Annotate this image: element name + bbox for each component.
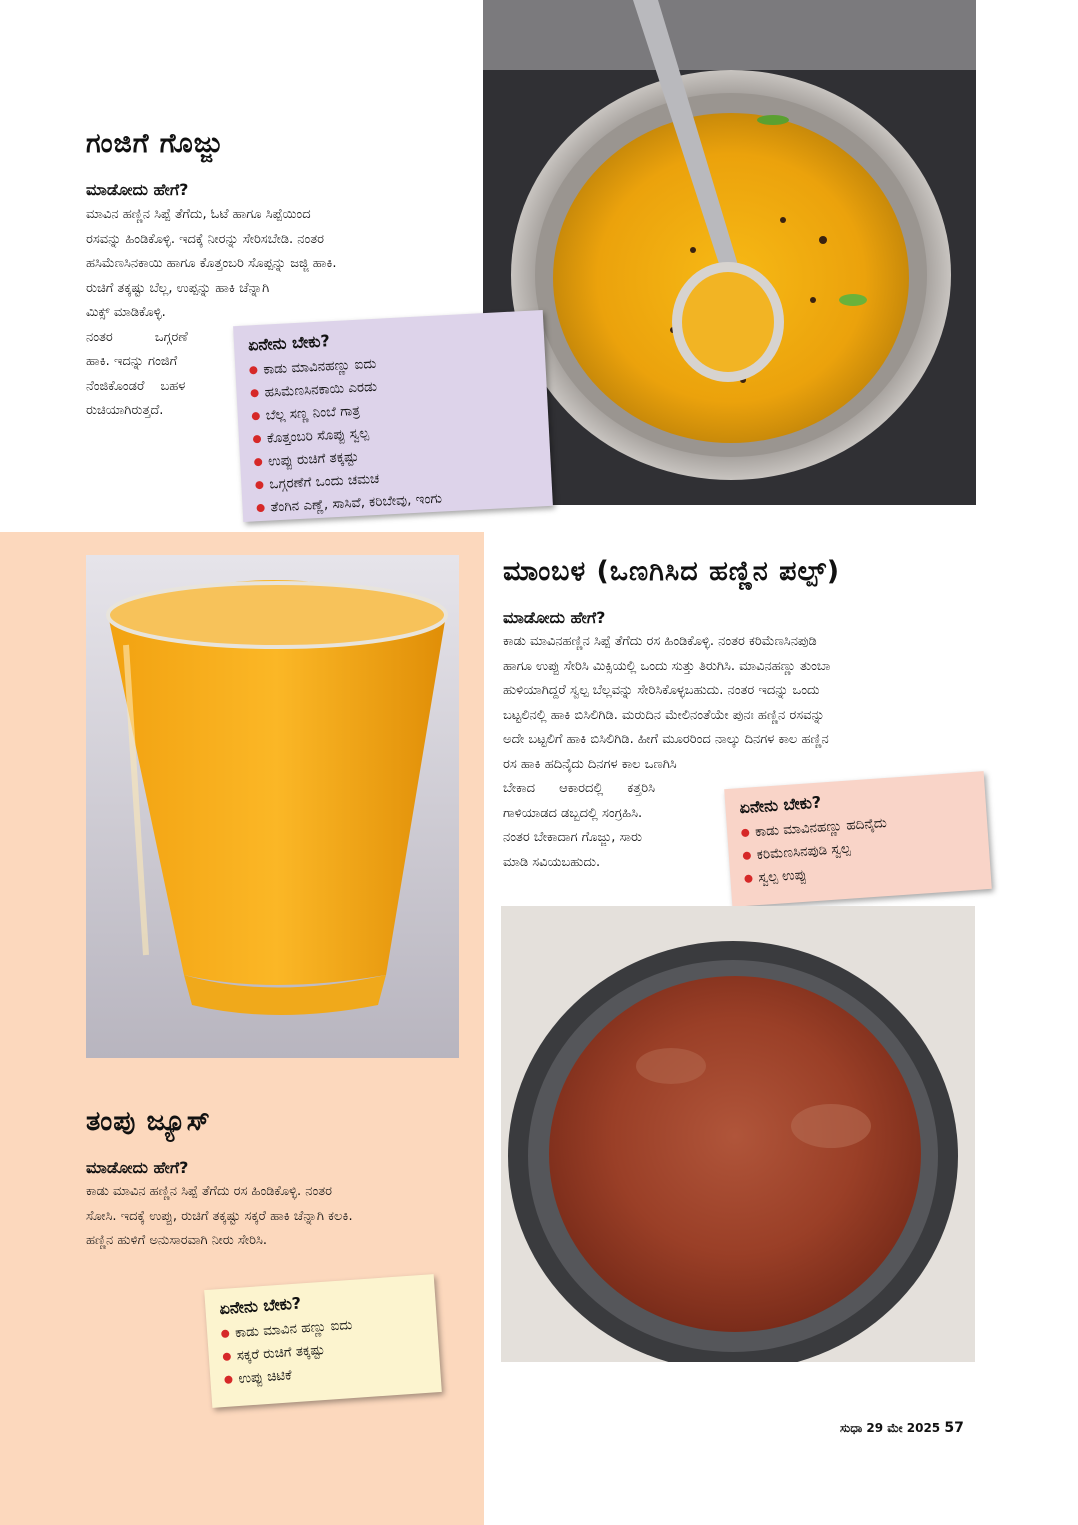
instruction-line: ಮಿಕ್ಸ್ ಮಾಡಿಕೊಳ್ಳಿ. (86, 305, 166, 320)
bullet-icon (253, 435, 261, 443)
instruction-line: ರುಚಿಗೆ ತಕ್ಕಷ್ಟು ಬೆಲ್ಲ, ಉಪ್ಪನ್ನು ಹಾಕಿ ಚೆನ್ನಾಗಿ (86, 280, 270, 296)
instruction-line: ಹಣ್ಣಿನ ಹುಳಿಗೆ ಅನುಸಾರವಾಗಿ ನೀರು ಸೇರಿಸಿ. (86, 1233, 267, 1248)
gojju-photo-image (483, 0, 976, 505)
bullet-icon (254, 458, 262, 466)
instruction-line: ಮಾವಿನ ಹಣ್ಣಿನ ಸಿಪ್ಪೆ ತೆಗೆದು, ಓಟೆ ಹಾಗೂ ಸಿಪ್ಪೆಯಿಂದ (86, 207, 311, 222)
ingredient-text: ಸ್ವಲ್ಪ ಉಪ್ಪು (757, 866, 808, 887)
ingredient-text: ಕಾಡು ಮಾವಿನ ಹಣ್ಣು ಐದು (234, 1316, 353, 1342)
ingredients-list (221, 1309, 427, 1392)
magazine-date: ಸುಧಾ 29 ಮೇ 2025 (840, 1421, 941, 1435)
mambala-photo (501, 906, 975, 1362)
instruction-line: ರುಚಿಯಾಗಿರುತ್ತದೆ. (86, 403, 164, 418)
instruction-line: ನೆಂಜಿಕೊಂಡರೆ ಬಹಳ (86, 378, 186, 394)
ingredient-text: ಒಗ್ಗರಣೆಗೆ ಒಂದು ಚಮಚ (269, 470, 380, 493)
bullet-icon (250, 389, 258, 397)
ingredient-text: ಉಪ್ಪು ಚಿಟಿಕೆ (237, 1367, 293, 1387)
ingredients-heading: ಏನೇನು ಬೇಕು? (738, 792, 822, 818)
ingredients-list (249, 345, 539, 521)
recipe-how-heading: ಮಾಡೋದು ಹೇಗೆ? (503, 608, 606, 627)
instruction-line: ಬಟ್ಟಲಿನಲ್ಲಿ ಹಾಕಿ ಬಿಸಿಲಿಗಿಡಿ. ಮರುದಿನ ಮೇಲಿನಂತೆಯೇ ಪುನಃ ಹಣ್ಣಿನ ರಸವನ್ನು (503, 707, 825, 723)
ingredient-text: ಕರಿಮೆಣಸಿನಪುಡಿ ಸ್ವಲ್ಪ (756, 840, 852, 864)
page-footer (840, 1420, 964, 1436)
recipe-how-heading: ಮಾಡೋದು ಹೇಗೆ? (86, 180, 189, 199)
instruction-line: ಹಾಗೂ ಉಪ್ಪು ಸೇರಿಸಿ ಮಿಕ್ಸಿಯಲ್ಲಿ ಒಂದು ಸುತ್ತು ತಿರುಗಿಸಿ. ಮಾವಿನಹಣ್ಣು ತುಂಬಾ (503, 658, 831, 674)
recipe-title-ganjige-gojju: ಗಂಜಿಗೆ ಗೊಜ್ಜು (86, 128, 224, 159)
juice-photo-image (86, 555, 459, 1058)
ingredient-text: ಹಸಿಮೆಣಸಿನಕಾಯಿ ಎರಡು (264, 378, 378, 401)
page-number: 57 (944, 1420, 964, 1436)
ingredient-text: ಕಾಡು ಮಾವಿನಹಣ್ಣು ಹದಿನೈದು (754, 814, 888, 841)
ingredient-text: ಬೆಲ್ಲ ಸಣ್ಣ ನಿಂಬೆ ಗಾತ್ರ (265, 402, 361, 424)
ingredients-heading: ಏನೇನು ಬೇಕು? (218, 1293, 302, 1319)
instruction-line: ರಸವನ್ನು ಹಿಂಡಿಕೊಳ್ಳಿ. ಇದಕ್ಕೆ ನೀರನ್ನು ಸೇರಿಸಬೇಡಿ. ನಂತರ (86, 231, 325, 247)
ingredient-text: ಸಕ್ಕರೆ ರುಚಿಗೆ ತಕ್ಕಷ್ಟು (236, 1341, 326, 1365)
instruction-line: ಸೋಸಿ. ಇದಕ್ಕೆ ಉಪ್ಪು, ರುಚಿಗೆ ತಕ್ಕಷ್ಟು ಸಕ್ಕರೆ ಹಾಕಿ ಚೆನ್ನಾಗಿ ಕಲಕಿ. (86, 1208, 353, 1224)
gojju-photo (483, 0, 976, 505)
mambala-photo-image (501, 906, 975, 1362)
bullet-icon (743, 852, 752, 861)
ingredients-card-gojju (233, 310, 553, 522)
instruction-line: ಮಾಡಿ ಸವಿಯಬಹುದು. (503, 854, 601, 870)
recipe-how-heading: ಮಾಡೋದು ಹೇಗೆ? (86, 1158, 189, 1177)
ingredient-text: ಕೊತ್ತಂಬರಿ ಸೊಪ್ಪು ಸ್ವಲ್ಪ (266, 425, 370, 447)
instruction-line: ಗಾಳಿಯಾಡದ ಡಬ್ಬದಲ್ಲಿ ಸಂಗ್ರಹಿಸಿ. (503, 805, 643, 821)
bullet-icon (255, 481, 263, 489)
recipe-title-tampu-juice: ತಂಪು ಜ್ಯೂಸ್ (86, 1106, 211, 1137)
bullet-icon (741, 829, 750, 838)
bullet-icon (256, 504, 264, 512)
ingredient-text: ಉಪ್ಪು ರುಚಿಗೆ ತಕ್ಕಷ್ಟು (267, 448, 359, 470)
bullet-icon (249, 366, 257, 374)
instruction-line: ಅದೇ ಬಟ್ಟಲಿಗೆ ಹಾಕಿ ಬಿಸಿಲಿಗಿಡಿ. ಹೀಗೆ ಮೂರರಿಂದ ನಾಲ್ಕು ದಿನಗಳ ಕಾಲ ಹಣ್ಣಿನ (503, 732, 829, 747)
ingredient-text: ತೆಂಗಿನ ಎಣ್ಣೆ, ಸಾಸಿವೆ, ಕರಿಬೇವು, ಇಂಗು (270, 490, 443, 516)
instruction-line: ಕಾಡು ಮಾವಿನಹಣ್ಣಿನ ಸಿಪ್ಪೆ ತೆಗೆದು ರಸ ಹಿಂಡಿಕೊಳ್ಳಿ. ನಂತರ ಕರಿಮೆಣಸಿನಪುಡಿ (503, 634, 817, 649)
instruction-line: ಹಸಿಮೆಣಸಿನಕಾಯಿ ಹಾಗೂ ಕೊತ್ತಂಬರಿ ಸೊಪ್ಪನ್ನು ಜಜ್ಜಿ ಹಾಕಿ. (86, 256, 337, 271)
ingredients-card-mambala (724, 771, 992, 907)
bullet-icon (221, 1330, 230, 1339)
instruction-line: ಹುಳಿಯಾಗಿದ್ದರೆ ಸ್ವಲ್ಪ ಬೆಲ್ಲವನ್ನು ಸೇರಿಸಿಕೊಳ್ಳಬಹುದು. ನಂತರ ಇದನ್ನು ಒಂದು (503, 683, 820, 698)
instruction-line: ಕಾಡು ಮಾವಿನ ಹಣ್ಣಿನ ಸಿಪ್ಪೆ ತೆಗೆದು ರಸ ಹಿಂಡಿಕೊಳ್ಳಿ. ನಂತರ (86, 1184, 332, 1199)
recipe-instructions (86, 1180, 462, 1254)
instruction-line: ರಸ ಹಾಕಿ ಹದಿನೈದು ದಿನಗಳ ಕಾಲ ಒಣಗಿಸಿ (503, 756, 677, 772)
ingredient-text: ಕಾಡು ಮಾವಿನಹಣ್ಣು ಐದು (262, 355, 377, 378)
instruction-line: ಬೇಕಾದ ಆಕಾರದಲ್ಲಿ ಕತ್ತರಿಸಿ (503, 781, 655, 796)
bullet-icon (223, 1352, 232, 1361)
recipe-title-mambala: ಮಾಂಬಳ (ಒಣಗಿಸಿದ ಹಣ್ಣಿನ ಪಲ್ಪ್) (503, 556, 841, 587)
instruction-line: ಹಾಕಿ. ಇದನ್ನು ಗಂಜಿಗೆ (86, 354, 178, 369)
bullet-icon (224, 1375, 233, 1384)
bullet-icon (744, 874, 753, 883)
ingredients-heading: ಏನೇನು ಬೇಕು? (247, 331, 331, 355)
ingredients-card-juice (204, 1274, 442, 1408)
juice-photo (86, 555, 459, 1058)
ingredients-list (741, 806, 977, 891)
bullet-icon (252, 412, 260, 420)
instruction-line: ನಂತರ ಒಗ್ಗರಣೆ (86, 329, 188, 345)
instruction-line: ನಂತರ ಬೇಕಾದಾಗ ಗೊಜ್ಜು, ಸಾರು (503, 830, 642, 845)
